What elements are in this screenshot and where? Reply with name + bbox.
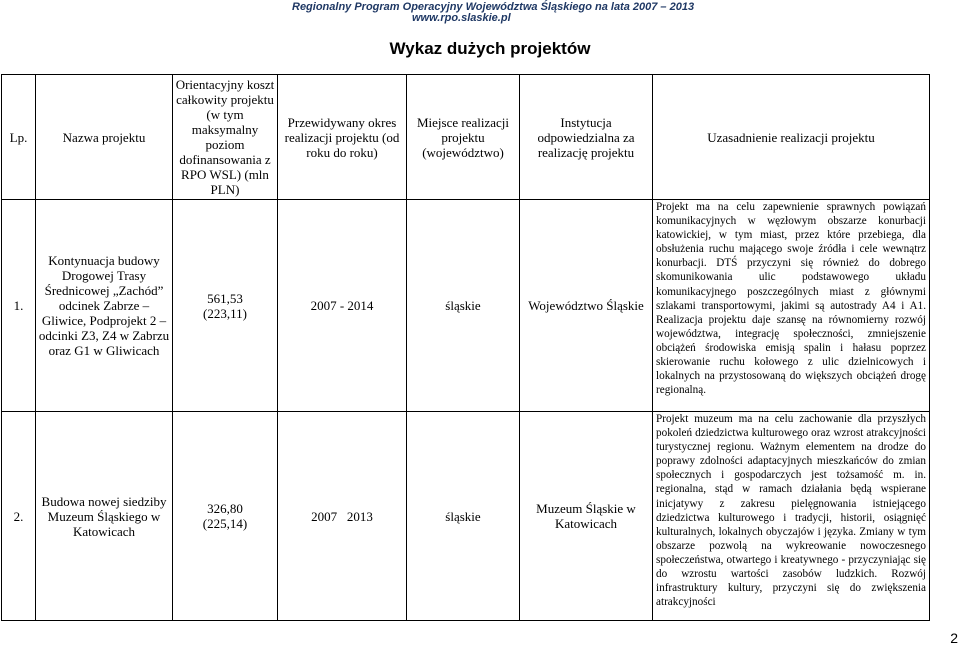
cell-institution: Województwo Śląskie <box>520 200 653 412</box>
cell-justification: Projekt muzeum ma na celu zachowanie dla przyszłych pokoleń dziedzictwa kulturowego oraz wzrost atrakcyjności turystycznej regionu. Ważnym elementem na drodze do poprawy zdolności adaptacyjnych mieszkańców do zmian społecznych i gospodarczych jest tożsamość m. in. regionalna, stąd w ramach działania będą wspierane inicjatywy z zakresu pielęgnowania istniejącego dziedzictwa kulturowego i tradycji, historii, osiągnięć kulturalnych, lokalnych obyczajów i języka. Zmiany w tym obszarze pozwolą na wykreowanie nowoczesnego społeczeństwa, otwartego i kreatywnego - przyczyniając się do wzrostu wartości zasobów ludzkich. Rozwój infrastruktury kultury, przyczyni się do zwiększenia atrakcyjności <box>653 412 930 621</box>
cell-lp: 1. <box>2 200 36 412</box>
cell-period: 2007 - 2014 <box>278 200 407 412</box>
cell-name: Budowa nowej siedziby Muzeum Śląskiego w Katowicach <box>36 412 173 621</box>
page-title: Wykaz dużych projektów <box>389 39 591 58</box>
header-url: www.rpo.slaskie.pl <box>412 12 511 24</box>
cell-lp: 2. <box>2 412 36 621</box>
col-header-lp: Lp. <box>2 75 36 200</box>
col-header-cost: Orientacyjny koszt całkowity projektu (w tym maksymalny poziom dofinansowania z RPO WSL) (mln PLN) <box>173 75 278 200</box>
cell-name: Kontynuacja budowy Drogowej Trasy Średnicowej „Zachód” odcinek Zabrze – Gliwice, Podprojekt 2 – odcinki Z3, Z4 w Zabrzu oraz G1 w Gliwicach <box>36 200 173 412</box>
col-header-institution: Instytucja odpowiedzialna za realizację projektu <box>520 75 653 200</box>
col-header-place: Miejsce realizacji projektu (województwo) <box>407 75 520 200</box>
col-header-justification: Uzasadnienie realizacji projektu <box>653 75 930 200</box>
col-header-name: Nazwa projektu <box>36 75 173 200</box>
cell-institution: Muzeum Śląskie w Katowicach <box>520 412 653 621</box>
cost-cofinancing: (223,11) <box>203 305 247 321</box>
table-header-row <box>2 75 930 200</box>
page-number: 2 <box>950 630 958 646</box>
cost-total: 561,53 <box>207 290 243 306</box>
header-program-name: Regionalny Program Operacyjny Województwa Śląskiego na lata 2007 – 2013 <box>292 1 695 13</box>
table-row <box>2 412 930 621</box>
cell-period: 2007 2013 <box>278 412 407 621</box>
projects-table <box>1 74 930 621</box>
col-header-period: Przewidywany okres realizacji projektu (od roku do roku) <box>278 75 407 200</box>
cost-total: 326,80 <box>207 501 243 516</box>
cell-place: śląskie <box>407 412 520 621</box>
cell-place: śląskie <box>407 200 520 412</box>
cost-cofinancing: (225,14) <box>202 516 248 531</box>
table-row <box>2 200 930 412</box>
cell-justification: Projekt ma na celu zapewnienie sprawnych powiązań komunikacyjnych w węzłowym obszarze konurbacji katowickiej, w tym miast, przez które przebiega, dla obsłużenia ruchu mającego swoje źródła i cele wewnątrz konurbacji. DTŚ przyczyni się również do dobrego skomunikowania ulic podstawowego układu komunikacyjnego poszczególnych miast z głównymi szlakami transportowymi, jakimi są autostrady A4 i A1. Realizacja projektu daje szansę na równomierny rozwój województwa, integrację społeczności, zmniejszenie obciążeń środowiska emisją spalin i hałasu poprzez skierowanie ruchu kołowego z ulic dzielnicowych i lokalnych na przystosowaną do większych obciążeń drogę regionalną. <box>653 200 930 412</box>
cell-cost <box>173 200 278 412</box>
cell-cost <box>173 412 278 621</box>
